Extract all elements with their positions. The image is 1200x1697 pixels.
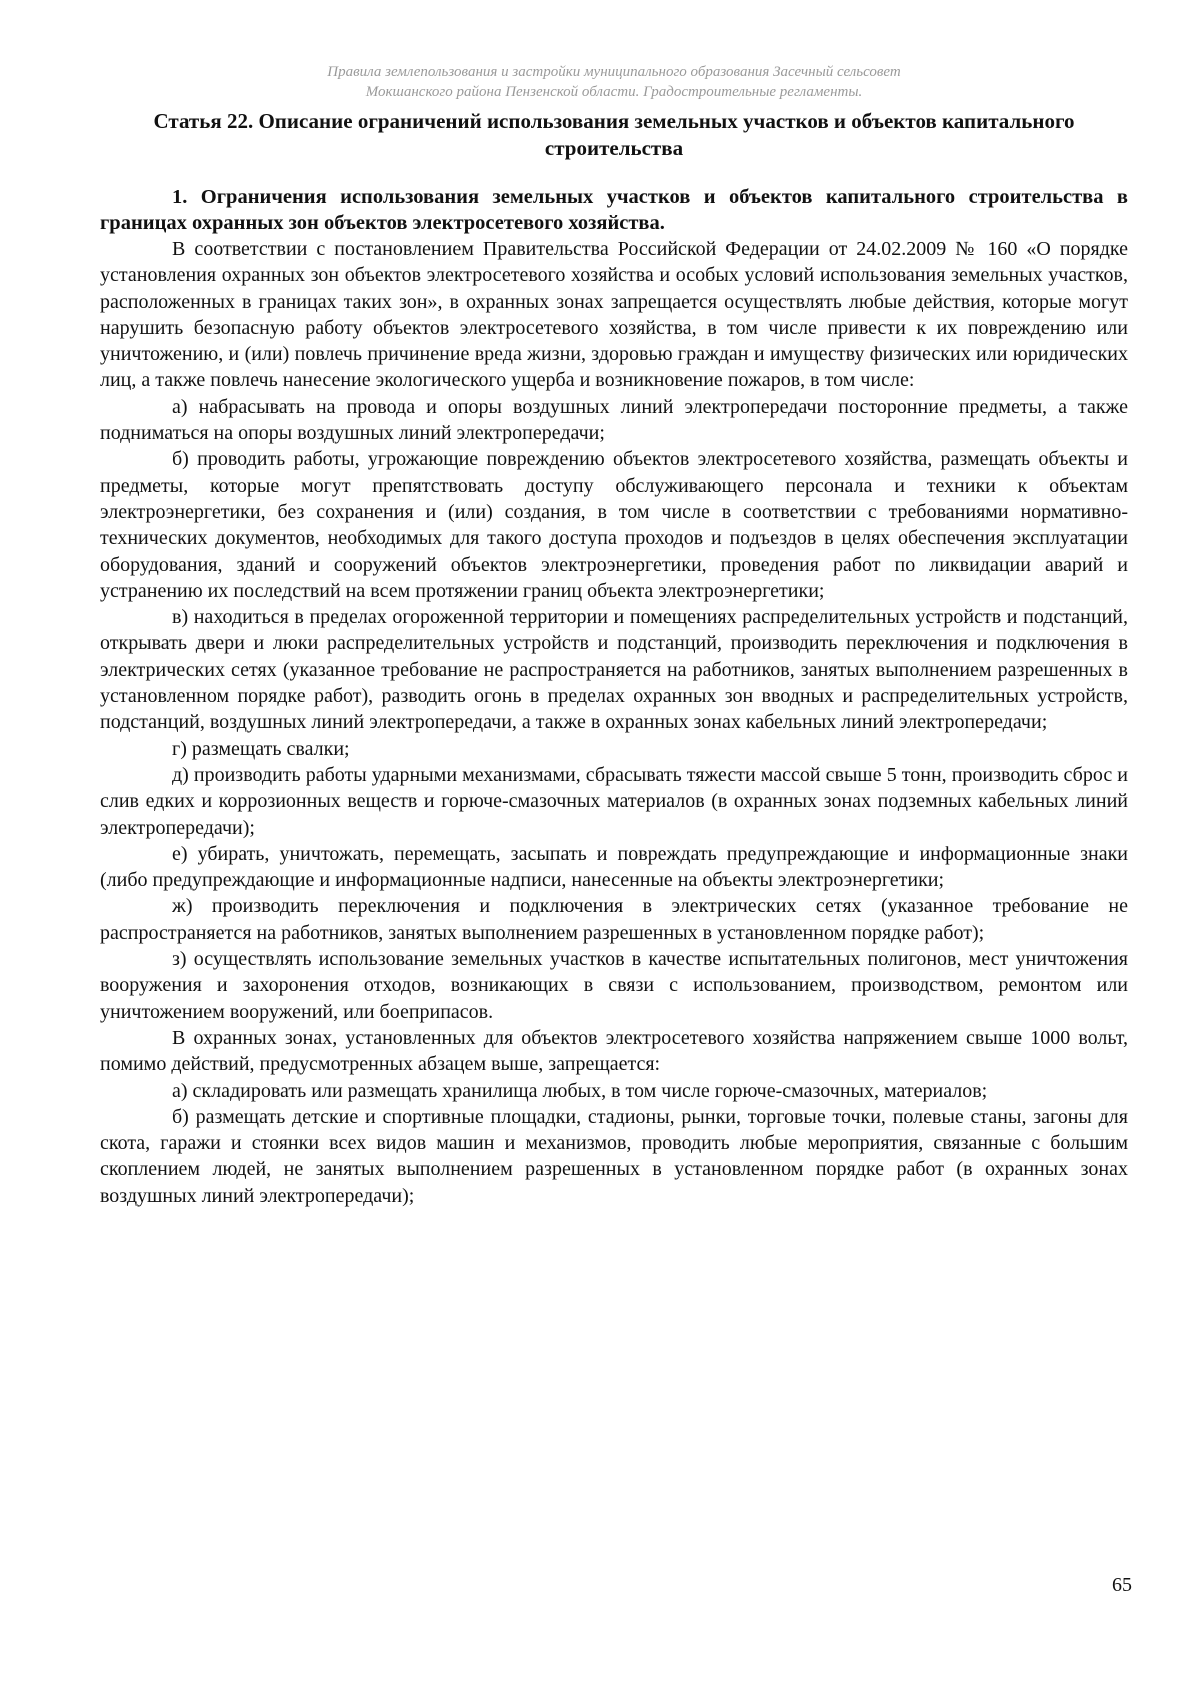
running-header xyxy=(140,62,1088,102)
paragraph-item-g: г) размещать свалки; xyxy=(172,737,350,760)
running-header-line-1: Правила землепользования и застройки муниципального образования Засечный сельсовет xyxy=(327,64,901,80)
paragraph-item-zh: ж) производить переключения и подключения в электрических сетях (указанное требование не распространяется на работников, занятых выполнением разрешенных в установленном порядке работ); xyxy=(100,895,1128,944)
running-header-line-2: Мокшанского района Пензенской области. Градостроительные регламенты. xyxy=(365,84,863,100)
paragraph-intro: В соответствии с постановлением Правительства Российской Федерации от 24.02.2009 № 160 «О порядке установления охранных зон объектов электросетевого хозяйства и особых условий использования земельных участков, расположенных в границах таких зон», в охранных зонах запрещается осуществлять любые действия, которые могут нарушить безопасную работу объектов электросетевого хозяйства, в том числе привести к их повреждению или уничтожению, и (или) повлечь причинение вреда жизни, здоровью граждан и имуществу физических или юридических лиц, а также повлечь нанесение экологического ущерба и возникновение пожаров, в том числе: xyxy=(100,238,1128,392)
article-title: Статья 22. Описание ограничений использования земельных участков и объектов капитального строительства xyxy=(153,109,1075,160)
paragraph-high-voltage-item-b: б) размещать детские и спортивные площадки, стадионы, рынки, торговые точки, полевые станы, загоны для скота, гаражи и стоянки всех видов машин и механизмов, проводить любые мероприятия, связанные с большим скоплением людей, не занятых выполнением разрешенных в установленном порядке работ (в охранных зонах воздушных линий электропередачи); xyxy=(100,1105,1128,1207)
paragraph-item-v: в) находиться в пределах огороженной территории и помещениях распределительных устройств и подстанций, открывать двери и люки распределительных устройств и подстанций, производить переключения и подключения в электрических сетях (указанное требование не распространяется на работников, занятых выполнением разрешенных в установленном порядке работ), разводить огонь в пределах охранных зон вводных и распределительных устройств, подстанций, воздушных линий электропередачи, а также в охранных зонах кабельных линий электропередачи; xyxy=(100,606,1128,734)
paragraph-high-voltage-intro: В охранных зонах, установленных для объектов электросетевого хозяйства напряжением свыше 1000 вольт, помимо действий, предусмотренных абзацем выше, запрещается: xyxy=(100,1026,1128,1076)
paragraph-item-z: з) осуществлять использование земельных участков в качестве испытательных полигонов, мест уничтожения вооружения и захоронения отходов, возникающих в связи с использованием, производством, ремонтом или уничтожением вооружений, или боеприпасов. xyxy=(100,948,1128,1023)
paragraph-high-voltage-item-a: а) складировать или размещать хранилища любых, в том числе горюче-смазочных, материалов; xyxy=(172,1079,988,1102)
paragraph-item-b: б) проводить работы, угрожающие повреждению объектов электросетевого хозяйства, размещать объекты и предметы, которые могут препятствовать доступу обслуживающего персонала и техники к объектам электроэнергетики, без сохранения и (или) создания, в том числе в соответствии с требованиями нормативно-технических документов, необходимых для такого доступа проходов и подъездов в целях обеспечения эксплуатации оборудования, зданий и сооружений объектов электроэнергетики, проведения работ по ликвидации аварий и устранению их последствий на всем протяжении границ объекта электроэнергетики; xyxy=(100,448,1128,602)
page-number: 65 xyxy=(1112,1574,1132,1596)
paragraph-item-a: а) набрасывать на провода и опоры воздушных линий электропередачи посторонние предметы, а также подниматься на опоры воздушных линий электропередачи; xyxy=(100,395,1128,445)
paragraph-item-e: е) убирать, уничтожать, перемещать, засыпать и повреждать предупреждающие и информационные знаки (либо предупреждающие и информационные надписи, нанесенные на объекты электроэнергетики; xyxy=(100,842,1128,892)
section-heading: 1. Ограничения использования земельных участков и объектов капитального строительства в границах охранных зон объектов электросетевого хозяйства. xyxy=(100,186,1128,234)
paragraph-item-d: д) производить работы ударными механизмами, сбрасывать тяжести массой свыше 5 тонн, производить сброс и слив едких и коррозионных веществ и горюче-смазочных материалов (в охранных зонах подземных кабельных линий электропередачи); xyxy=(100,763,1128,839)
